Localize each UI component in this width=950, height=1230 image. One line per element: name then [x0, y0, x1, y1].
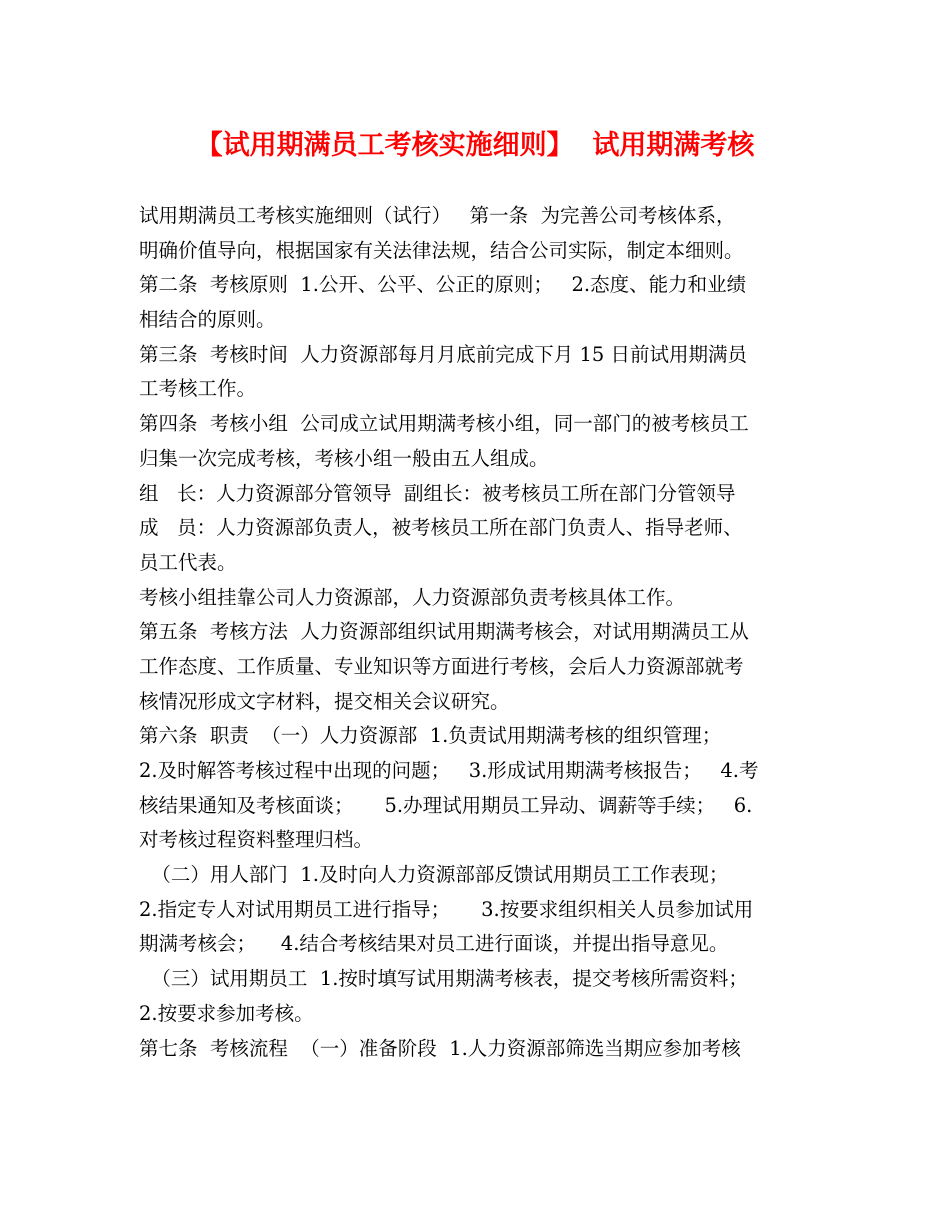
- body-line: 考核小组挂靠公司人力资源部，人力资源部负责考核具体工作。: [139, 585, 686, 609]
- body-line: 核情况形成文字材料，提交相关会议研究。: [139, 689, 510, 713]
- body-line: 第三条 考核时间 人力资源部每月月底前完成下月 15 日前试用期满员: [139, 342, 748, 366]
- body-line: 工作态度、工作质量、专业知识等方面进行考核，会后人力资源部就考: [139, 654, 744, 678]
- body-line: 工考核工作。: [139, 377, 257, 401]
- body-line: 成 员：人力资源部负责人，被考核员工所在部门负责人、指导老师、: [139, 516, 743, 540]
- document-title: 【试用期满员工考核实施细则】 试用期满考核: [195, 130, 755, 161]
- body-line: 第五条 考核方法 人力资源部组织试用期满考核会，对试用期满员工从: [139, 620, 749, 644]
- body-line: （三）试用期员工 1.按时填写试用期满考核表，提交考核所需资料；: [139, 967, 748, 991]
- body-line: 第四条 考核小组 公司成立试用期满考核小组，同一部门的被考核员工: [139, 412, 749, 436]
- body-line: 试用期满员工考核实施细则（试行） 第一条 为完善公司考核体系，: [139, 204, 736, 227]
- body-line: 第七条 考核流程 （一）准备阶段 1.人力资源部筛选当期应参加考核: [139, 1036, 741, 1060]
- document-body: [139, 199, 819, 1066]
- body-line: 组 长：人力资源部分管领导 副组长：被考核员工所在部门分管领导: [139, 481, 736, 505]
- body-line: （二）用人部门 1.及时向人力资源部部反馈试用期员工工作表现；: [139, 863, 729, 887]
- body-line: 期满考核会； 4.结合考核结果对员工进行面谈，并提出指导意见。: [139, 932, 729, 956]
- body-line: 2.按要求参加考核。: [139, 1001, 314, 1025]
- body-line: 相结合的原则。: [139, 308, 276, 332]
- body-line: 第二条 考核原则 1.公开、公平、公正的原则； 2.态度、能力和业绩: [139, 273, 747, 297]
- body-line: 第六条 职责 （一）人力资源部 1.负责试用期满考核的组织管理；: [139, 724, 722, 748]
- body-line: 归集一次完成考核，考核小组一般由五人组成。: [139, 446, 549, 470]
- body-line: 2.及时解答考核过程中出现的问题； 3.形成试用期满考核报告； 4.考: [139, 759, 759, 782]
- body-line: 2.指定专人对试用期员工进行指导； 3.按要求组织相关人员参加试用: [139, 897, 754, 921]
- body-line: 核结果通知及考核面谈； 5.办理试用期员工异动、调薪等手续； 6.: [139, 793, 753, 817]
- body-line: 明确价值导向，根据国家有关法律法规，结合公司实际，制定本细则。: [139, 238, 744, 262]
- body-line: 对考核过程资料整理归档。: [139, 828, 374, 852]
- body-line: 员工代表。: [139, 550, 237, 574]
